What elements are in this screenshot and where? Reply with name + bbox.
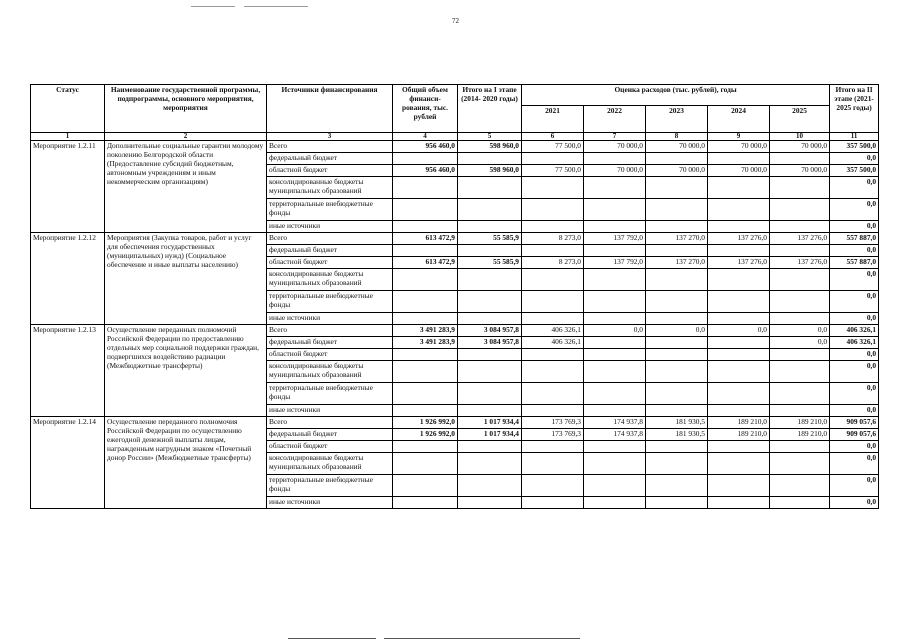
cell-year-2021 — [522, 221, 584, 233]
cell-year-2021 — [522, 441, 584, 453]
cell-year-2021 — [522, 177, 584, 199]
cell-year-2022 — [584, 245, 646, 257]
cell-year-2021 — [522, 405, 584, 417]
cell-year-2024: 70 000,0 — [708, 165, 770, 177]
cell-year-2024 — [708, 361, 770, 383]
top-rule-right — [244, 6, 308, 7]
cell-year-2024: 189 210,0 — [708, 417, 770, 429]
cell-stage2: 0,0 — [830, 291, 879, 313]
cell-stage1 — [458, 497, 522, 509]
cell-year-2022 — [584, 453, 646, 475]
cell-total — [393, 199, 458, 221]
cell-stage2: 557 887,0 — [830, 233, 879, 245]
funding-source: консолидированные бюджеты муниципальных образований — [267, 177, 393, 199]
cell-year-2021 — [522, 199, 584, 221]
bottom-rule-left — [288, 638, 376, 639]
header-status: Статус — [31, 85, 105, 133]
cell-year-2024 — [708, 475, 770, 497]
cell-total — [393, 441, 458, 453]
funding-source: областной бюджет — [267, 257, 393, 269]
cell-year-2022: 137 792,0 — [584, 257, 646, 269]
cell-year-2022: 137 792,0 — [584, 233, 646, 245]
cell-year-2023 — [646, 269, 708, 291]
cell-year-2023 — [646, 383, 708, 405]
cell-total — [393, 245, 458, 257]
cell-total — [393, 221, 458, 233]
table-row — [31, 141, 879, 153]
cell-year-2023 — [646, 405, 708, 417]
cell-year-2025 — [770, 475, 830, 497]
cell-total — [393, 269, 458, 291]
cell-stage2: 0,0 — [830, 405, 879, 417]
cell-year-2025 — [770, 453, 830, 475]
cell-year-2023 — [646, 453, 708, 475]
cell-year-2022: 174 937,8 — [584, 417, 646, 429]
cell-stage1 — [458, 177, 522, 199]
cell-year-2023 — [646, 153, 708, 165]
cell-year-2023: 181 930,5 — [646, 429, 708, 441]
cell-year-2021 — [522, 291, 584, 313]
funding-source: консолидированные бюджеты муниципальных образований — [267, 269, 393, 291]
cell-year-2025: 0,0 — [770, 337, 830, 349]
cell-stage2: 0,0 — [830, 441, 879, 453]
cell-year-2024 — [708, 199, 770, 221]
cell-stage1 — [458, 199, 522, 221]
row-status: Мероприятие 1.2.13 — [31, 325, 105, 417]
cell-year-2025 — [770, 313, 830, 325]
cell-year-2022 — [584, 269, 646, 291]
cell-year-2022: 0,0 — [584, 325, 646, 337]
cell-stage2: 0,0 — [830, 453, 879, 475]
cell-year-2025: 189 210,0 — [770, 417, 830, 429]
cell-year-2022 — [584, 349, 646, 361]
cell-stage1: 1 017 934,4 — [458, 429, 522, 441]
table-body — [31, 133, 879, 509]
cell-stage2: 357 500,0 — [830, 165, 879, 177]
cell-year-2024 — [708, 497, 770, 509]
cell-stage2: 406 326,1 — [830, 337, 879, 349]
cell-year-2023: 137 270,0 — [646, 233, 708, 245]
funding-source: консолидированные бюджеты муниципальных образований — [267, 361, 393, 383]
header-year-2021: 2021 — [522, 106, 584, 133]
cell-year-2025 — [770, 441, 830, 453]
cell-total: 956 460,0 — [393, 165, 458, 177]
cell-year-2025 — [770, 291, 830, 313]
cell-year-2023 — [646, 221, 708, 233]
cell-year-2024 — [708, 405, 770, 417]
cell-stage2: 0,0 — [830, 313, 879, 325]
cell-year-2025 — [770, 177, 830, 199]
funding-source: территориальные внебюджетные фонды — [267, 199, 393, 221]
cell-year-2024 — [708, 337, 770, 349]
cell-stage2: 0,0 — [830, 221, 879, 233]
cell-stage1: 598 960,0 — [458, 141, 522, 153]
cell-year-2021: 406 326,1 — [522, 337, 584, 349]
header-year-2025: 2025 — [770, 106, 830, 133]
header-year-2022: 2022 — [584, 106, 646, 133]
cell-total — [393, 291, 458, 313]
cell-year-2024: 70 000,0 — [708, 141, 770, 153]
cell-total — [393, 153, 458, 165]
cell-total: 3 491 283,9 — [393, 337, 458, 349]
cell-year-2022 — [584, 199, 646, 221]
top-rule-left — [191, 6, 235, 7]
cell-total — [393, 177, 458, 199]
cell-year-2024: 137 276,0 — [708, 233, 770, 245]
column-number: 1 — [31, 133, 105, 141]
cell-stage2: 557 887,0 — [830, 257, 879, 269]
cell-stage1: 3 084 957,8 — [458, 325, 522, 337]
cell-year-2021: 406 326,1 — [522, 325, 584, 337]
cell-year-2022 — [584, 177, 646, 199]
cell-total: 613 472,9 — [393, 257, 458, 269]
cell-year-2024 — [708, 291, 770, 313]
column-number: 5 — [458, 133, 522, 141]
cell-stage2: 0,0 — [830, 497, 879, 509]
cell-stage1 — [458, 383, 522, 405]
cell-stage2: 0,0 — [830, 383, 879, 405]
funding-source: федеральный бюджет — [267, 337, 393, 349]
cell-year-2025 — [770, 349, 830, 361]
cell-total — [393, 383, 458, 405]
cell-year-2021 — [522, 313, 584, 325]
cell-year-2022 — [584, 313, 646, 325]
cell-year-2025 — [770, 153, 830, 165]
cell-year-2023 — [646, 441, 708, 453]
cell-total: 613 472,9 — [393, 233, 458, 245]
cell-year-2021 — [522, 383, 584, 405]
cell-year-2023 — [646, 199, 708, 221]
header-year-2024: 2024 — [708, 106, 770, 133]
cell-stage1 — [458, 245, 522, 257]
cell-stage1 — [458, 349, 522, 361]
row-event-name: Осуществление переданных полномочий Российской Федерации по предоставлению отдельных мер социальной поддержки граждан, подвергшихся воздействию радиации (Межбюджетные трансферты) — [105, 325, 267, 417]
cell-stage1: 55 585,9 — [458, 233, 522, 245]
cell-year-2021: 77 500,0 — [522, 141, 584, 153]
cell-stage1: 55 585,9 — [458, 257, 522, 269]
column-numbers-row — [31, 133, 879, 141]
cell-year-2021 — [522, 349, 584, 361]
cell-stage1 — [458, 313, 522, 325]
cell-year-2021 — [522, 269, 584, 291]
cell-year-2023: 70 000,0 — [646, 165, 708, 177]
cell-year-2024: 137 276,0 — [708, 257, 770, 269]
cell-year-2022: 70 000,0 — [584, 165, 646, 177]
funding-source: Всего — [267, 141, 393, 153]
funding-source: Всего — [267, 325, 393, 337]
cell-year-2022 — [584, 361, 646, 383]
cell-year-2024: 0,0 — [708, 325, 770, 337]
funding-source: областной бюджет — [267, 349, 393, 361]
cell-year-2025 — [770, 497, 830, 509]
cell-stage2: 909 057,6 — [830, 417, 879, 429]
cell-year-2025: 0,0 — [770, 325, 830, 337]
header-stage1: Итого на I этапе (2014- 2020 годы) — [458, 85, 522, 133]
cell-stage1 — [458, 453, 522, 475]
cell-year-2024: 189 210,0 — [708, 429, 770, 441]
row-event-name: Осуществление переданного полномочия Российской Федерации по осуществлению ежегодной денежной выплаты лицам, награжденным нагрудным знаком «Почетный донор России» (Межбюджетные трансферты) — [105, 417, 267, 509]
cell-year-2021 — [522, 497, 584, 509]
cell-year-2022 — [584, 475, 646, 497]
cell-year-2023 — [646, 313, 708, 325]
cell-year-2023 — [646, 177, 708, 199]
cell-stage2: 0,0 — [830, 361, 879, 383]
cell-total: 1 926 992,0 — [393, 417, 458, 429]
cell-year-2024 — [708, 349, 770, 361]
cell-year-2021 — [522, 153, 584, 165]
cell-stage1: 1 017 934,4 — [458, 417, 522, 429]
cell-stage2: 909 057,6 — [830, 429, 879, 441]
page-number: 72 — [452, 17, 459, 25]
column-number: 10 — [770, 133, 830, 141]
cell-total — [393, 313, 458, 325]
column-number: 6 — [522, 133, 584, 141]
cell-year-2022: 174 937,8 — [584, 429, 646, 441]
table-row — [31, 233, 879, 245]
cell-stage1 — [458, 291, 522, 313]
cell-total — [393, 405, 458, 417]
funding-source: федеральный бюджет — [267, 245, 393, 257]
row-status: Мероприятие 1.2.11 — [31, 141, 105, 233]
cell-year-2025 — [770, 269, 830, 291]
cell-stage1 — [458, 475, 522, 497]
cell-stage1 — [458, 269, 522, 291]
cell-year-2025: 137 276,0 — [770, 233, 830, 245]
funding-source: иные источники — [267, 221, 393, 233]
cell-year-2024 — [708, 269, 770, 291]
funding-source: территориальные внебюджетные фонды — [267, 291, 393, 313]
header-total: Общий объем финанси- рования, тыс. рублей — [393, 85, 458, 133]
cell-year-2025: 137 276,0 — [770, 257, 830, 269]
cell-year-2021 — [522, 453, 584, 475]
cell-year-2021 — [522, 361, 584, 383]
cell-year-2023 — [646, 291, 708, 313]
funding-source: консолидированные бюджеты муниципальных образований — [267, 453, 393, 475]
cell-stage2: 406 326,1 — [830, 325, 879, 337]
funding-source: областной бюджет — [267, 441, 393, 453]
cell-year-2024 — [708, 453, 770, 475]
cell-stage2: 0,0 — [830, 245, 879, 257]
bottom-rule-right — [384, 638, 580, 639]
header-name: Наименование государственной программы, подпрограммы, основного мероприятия, мероприятия — [105, 85, 267, 133]
cell-stage1: 598 960,0 — [458, 165, 522, 177]
funding-source: Всего — [267, 233, 393, 245]
cell-year-2022 — [584, 291, 646, 313]
cell-total — [393, 497, 458, 509]
cell-year-2022 — [584, 405, 646, 417]
cell-year-2023: 137 270,0 — [646, 257, 708, 269]
header-estimate: Оценка расходов (тыс. рублей), годы — [522, 85, 830, 106]
cell-year-2025: 70 000,0 — [770, 165, 830, 177]
cell-stage1 — [458, 221, 522, 233]
cell-stage2: 0,0 — [830, 153, 879, 165]
cell-year-2023 — [646, 361, 708, 383]
column-number: 7 — [584, 133, 646, 141]
cell-stage1 — [458, 361, 522, 383]
cell-stage2: 0,0 — [830, 269, 879, 291]
column-number: 8 — [646, 133, 708, 141]
header-year-2023: 2023 — [646, 106, 708, 133]
cell-stage1 — [458, 153, 522, 165]
cell-year-2023 — [646, 349, 708, 361]
cell-year-2025 — [770, 361, 830, 383]
cell-year-2021 — [522, 245, 584, 257]
column-number: 11 — [830, 133, 879, 141]
cell-year-2023: 0,0 — [646, 325, 708, 337]
cell-year-2025 — [770, 405, 830, 417]
cell-year-2024 — [708, 383, 770, 405]
cell-year-2025 — [770, 221, 830, 233]
cell-year-2024 — [708, 221, 770, 233]
budget-table — [30, 84, 879, 509]
cell-year-2024 — [708, 441, 770, 453]
table-row — [31, 417, 879, 429]
column-number: 4 — [393, 133, 458, 141]
cell-stage2: 357 500,0 — [830, 141, 879, 153]
cell-year-2021: 8 273,0 — [522, 257, 584, 269]
cell-year-2025: 70 000,0 — [770, 141, 830, 153]
cell-year-2024 — [708, 313, 770, 325]
row-status: Мероприятие 1.2.14 — [31, 417, 105, 509]
cell-year-2023: 181 930,5 — [646, 417, 708, 429]
cell-year-2022 — [584, 497, 646, 509]
row-status: Мероприятие 1.2.12 — [31, 233, 105, 325]
cell-year-2024 — [708, 153, 770, 165]
cell-year-2021: 173 769,3 — [522, 417, 584, 429]
cell-year-2023 — [646, 245, 708, 257]
funding-source: территориальные внебюджетные фонды — [267, 383, 393, 405]
cell-stage2: 0,0 — [830, 475, 879, 497]
cell-year-2022 — [584, 153, 646, 165]
cell-total — [393, 349, 458, 361]
funding-source: федеральный бюджет — [267, 153, 393, 165]
column-number: 3 — [267, 133, 393, 141]
cell-year-2022 — [584, 383, 646, 405]
cell-year-2024 — [708, 177, 770, 199]
cell-year-2022 — [584, 441, 646, 453]
cell-year-2021: 173 769,3 — [522, 429, 584, 441]
column-number: 2 — [105, 133, 267, 141]
funding-source: Всего — [267, 417, 393, 429]
cell-year-2025 — [770, 199, 830, 221]
cell-year-2022: 70 000,0 — [584, 141, 646, 153]
row-event-name: Мероприятия (Закупка товаров, работ и услуг для обеспечения государственных (муниципальных) нужд) (Социальное обеспечение и иные выплаты населению) — [105, 233, 267, 325]
cell-year-2025 — [770, 245, 830, 257]
cell-total: 956 460,0 — [393, 141, 458, 153]
cell-stage1 — [458, 405, 522, 417]
cell-year-2021: 8 273,0 — [522, 233, 584, 245]
cell-total — [393, 361, 458, 383]
cell-year-2022 — [584, 337, 646, 349]
cell-year-2023 — [646, 475, 708, 497]
cell-stage1: 3 084 957,8 — [458, 337, 522, 349]
cell-stage2: 0,0 — [830, 199, 879, 221]
funding-source: территориальные внебюджетные фонды — [267, 475, 393, 497]
cell-year-2023 — [646, 497, 708, 509]
header-sources: Источники финансирования — [267, 85, 393, 133]
cell-total — [393, 475, 458, 497]
cell-year-2022 — [584, 221, 646, 233]
funding-source: областной бюджет — [267, 165, 393, 177]
row-event-name: Дополнительные социальные гарантии молодому поколению Белгородской области (Предоставление субсидий бюджетным, автономным учреждениям и иным некоммерческим организациям) — [105, 141, 267, 233]
funding-source: иные источники — [267, 313, 393, 325]
cell-year-2023 — [646, 337, 708, 349]
funding-source: иные источники — [267, 405, 393, 417]
header-stage2: Итого на II этапе (2021- 2025 годы) — [830, 85, 879, 133]
cell-total — [393, 453, 458, 475]
cell-year-2025 — [770, 383, 830, 405]
cell-year-2021 — [522, 475, 584, 497]
cell-stage2: 0,0 — [830, 349, 879, 361]
cell-total: 3 491 283,9 — [393, 325, 458, 337]
cell-total: 1 926 992,0 — [393, 429, 458, 441]
cell-stage2: 0,0 — [830, 177, 879, 199]
cell-year-2024 — [708, 245, 770, 257]
funding-source: федеральный бюджет — [267, 429, 393, 441]
column-number: 9 — [708, 133, 770, 141]
table-row — [31, 325, 879, 337]
cell-year-2025: 189 210,0 — [770, 429, 830, 441]
funding-source: иные источники — [267, 497, 393, 509]
cell-stage1 — [458, 441, 522, 453]
cell-year-2021: 77 500,0 — [522, 165, 584, 177]
cell-year-2023: 70 000,0 — [646, 141, 708, 153]
